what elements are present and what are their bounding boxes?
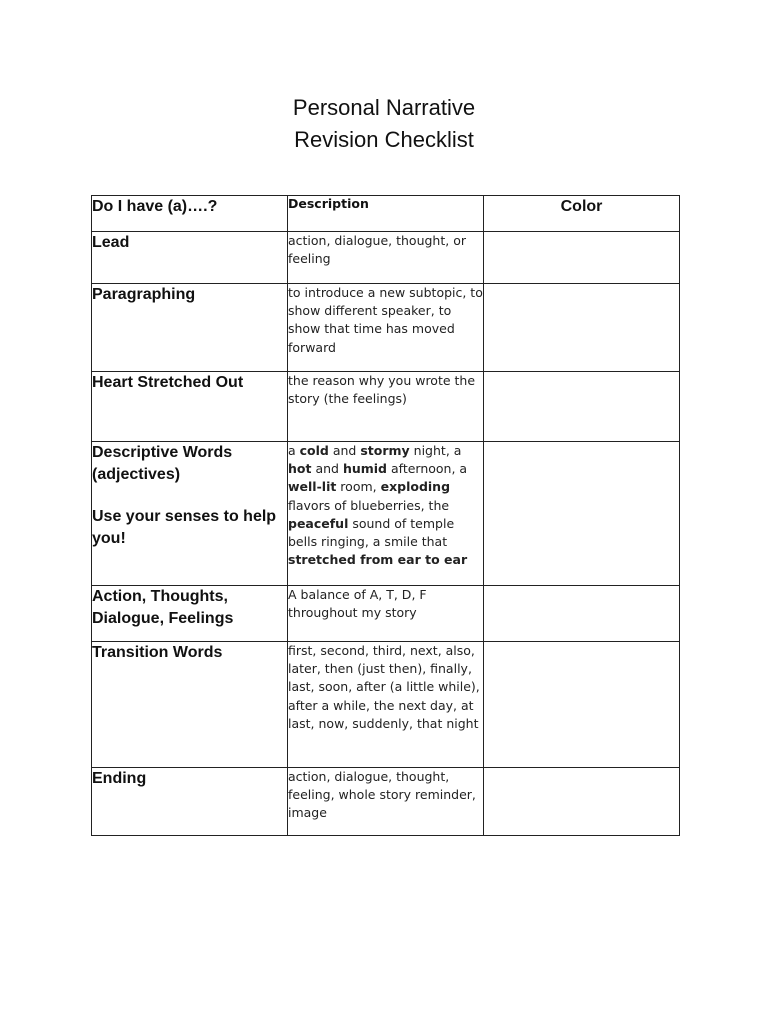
header-question: Do I have (a)….? — [92, 196, 288, 232]
emphasis-word: stormy — [360, 443, 410, 458]
description-text: and — [328, 443, 361, 458]
description-text: flavors of blueberries, the — [288, 497, 450, 513]
emphasis-word: peaceful — [288, 515, 349, 531]
description-text: room, — [336, 479, 381, 495]
row-color-cell[interactable] — [484, 372, 680, 442]
row-color-cell[interactable] — [484, 586, 680, 642]
row-question: Ending — [92, 768, 288, 836]
table-row — [92, 442, 680, 586]
table-header-row — [92, 196, 680, 232]
row-color-cell[interactable] — [484, 642, 680, 768]
row-description: A balance of A, T, D, F throughout my story — [288, 586, 484, 642]
emphasis-word: humid — [342, 461, 387, 477]
row-description: the reason why you wrote the story (the feelings) — [288, 372, 484, 442]
row-description: first, second, third, next, also, later, then (just then), finally, last, soon, after (a little while), after a while, the next day, at last, now, suddenly, that night — [288, 642, 484, 768]
description-text: sound of temple bells ringing, a smile that — [288, 515, 455, 550]
emphasis-word: cold — [299, 443, 329, 458]
description-text: and — [311, 461, 343, 477]
document-title — [0, 92, 768, 156]
table-row — [92, 586, 680, 642]
row-question: Transition Words — [92, 642, 288, 768]
row-question: Action, Thoughts, Dialogue, Feelings — [92, 586, 288, 642]
description-text: afternoon, a — [387, 461, 468, 477]
emphasis-word: well-lit — [288, 479, 337, 495]
table-row — [92, 768, 680, 836]
emphasis-word: hot — [288, 461, 312, 477]
description-text: a — [288, 443, 300, 458]
row-question: Descriptive Words (adjectives) — [92, 444, 233, 483]
emphasis-word: stretched from ear to ear — [288, 552, 468, 568]
table-row — [92, 232, 680, 284]
row-question: Heart Stretched Out — [92, 372, 288, 442]
header-description: Description — [288, 196, 484, 232]
description-text: night, a — [409, 443, 462, 458]
row-question-group — [92, 442, 288, 586]
row-question: Paragraphing — [92, 284, 288, 372]
row-description: action, dialogue, thought, feeling, whole story reminder, image — [288, 768, 484, 836]
table-row — [92, 372, 680, 442]
row-color-cell[interactable] — [484, 284, 680, 372]
emphasis-word: exploding — [380, 479, 451, 495]
row-question: Lead — [92, 232, 288, 284]
header-color: Color — [484, 196, 680, 232]
title-line-1: Personal Narrative — [292, 95, 476, 120]
row-question-extra: Use your senses to help you! — [92, 508, 277, 547]
title-line-2: Revision Checklist — [294, 127, 474, 152]
row-color-cell[interactable] — [484, 442, 680, 586]
row-description: to introduce a new subtopic, to show different speaker, to show that time has moved forward — [288, 284, 484, 372]
row-description: action, dialogue, thought, or feeling — [288, 232, 484, 284]
row-description-rich — [288, 442, 484, 586]
revision-checklist-table — [91, 195, 680, 836]
row-color-cell[interactable] — [484, 232, 680, 284]
row-color-cell[interactable] — [484, 768, 680, 836]
table-row — [92, 642, 680, 768]
table-row — [92, 284, 680, 372]
